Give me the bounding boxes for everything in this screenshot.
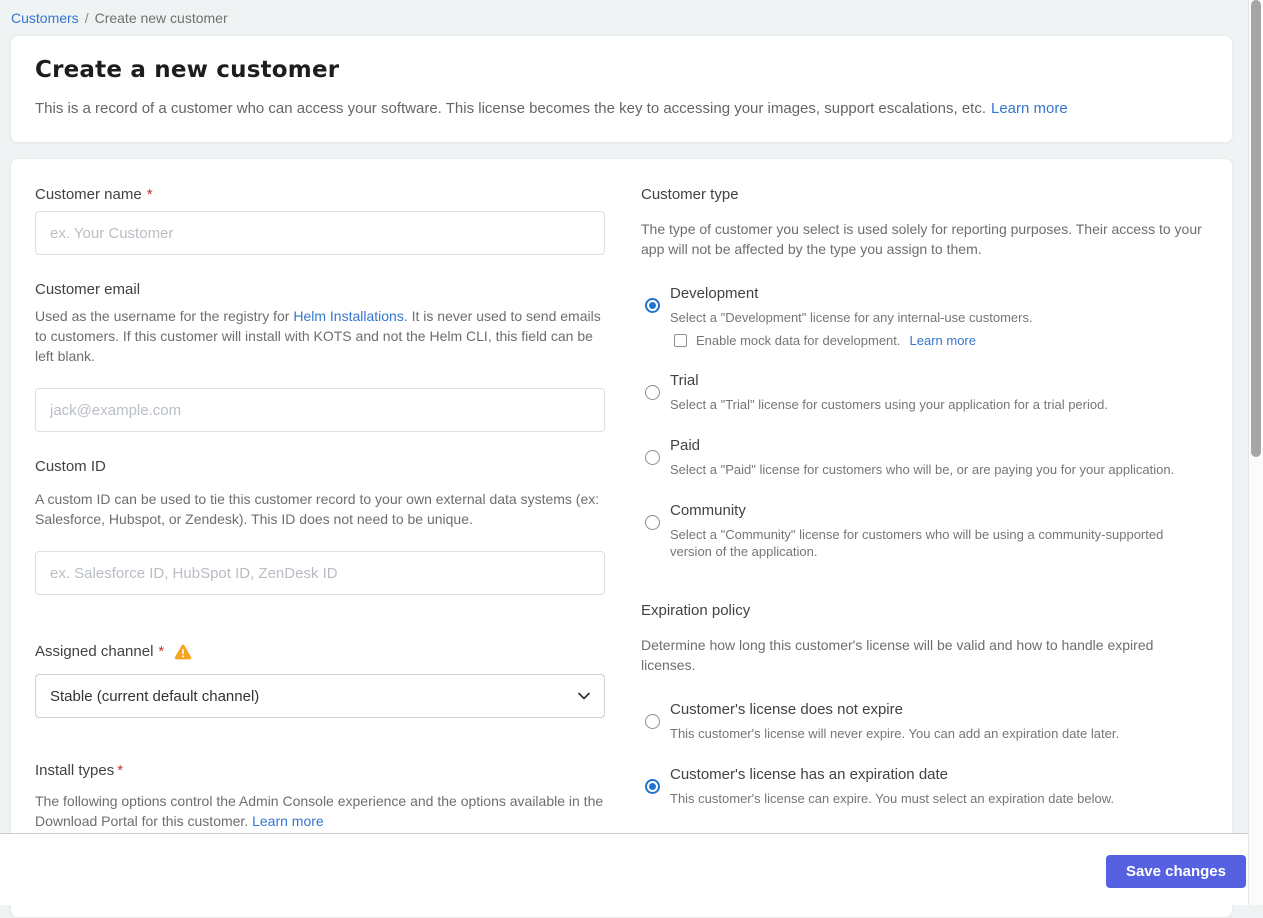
paid-radio[interactable] — [645, 450, 660, 465]
assigned-channel-label — [35, 643, 605, 660]
warning-icon — [174, 644, 192, 660]
breadcrumb — [0, 0, 1263, 26]
expires-option-title: Customer's license has an expiration date — [670, 766, 949, 783]
development-radio[interactable] — [645, 298, 660, 313]
install-types-description — [35, 791, 605, 831]
install-types-learn-more-link[interactable]: Learn more — [252, 813, 324, 829]
development-option-desc: Select a "Development" license for any internal-use customers. — [670, 310, 1033, 325]
breadcrumb-current: Create new customer — [94, 10, 228, 26]
customer-type-label-text: Customer type — [641, 186, 739, 203]
expires-option-desc: This customer's license can expire. You must select an expiration date below. — [670, 791, 1114, 806]
paid-option-body — [670, 437, 1174, 478]
paid-option-title: Paid — [670, 437, 701, 454]
assigned-channel-select[interactable] — [35, 674, 605, 718]
customer-type-option-trial — [641, 372, 1208, 413]
assigned-channel-selected-value: Stable (current default channel) — [50, 687, 260, 705]
custom-id-input[interactable] — [35, 551, 605, 595]
trial-option-desc: Select a "Trial" license for customers using your application for a trial period. — [670, 397, 1108, 412]
expiration-option-has-date — [641, 766, 1208, 807]
never-expires-option-body — [670, 701, 1119, 742]
community-option-body — [670, 502, 1208, 560]
trial-radio[interactable] — [645, 385, 660, 400]
never-expires-option-title: Customer's license does not expire — [670, 701, 903, 718]
customer-name-label-text: Customer name — [35, 186, 142, 203]
trial-option-body — [670, 372, 1108, 413]
expiration-option-never — [641, 701, 1208, 742]
custom-id-label-text: Custom ID — [35, 458, 106, 475]
form-right-column — [641, 186, 1208, 890]
helm-installations-link[interactable]: Helm Installations — [293, 308, 404, 324]
customer-email-label — [35, 281, 605, 298]
customer-form-card — [10, 158, 1233, 918]
install-types-desc-text: The following options control the Admin Console experience and the options available in the Download Portal for this customer. — [35, 793, 604, 829]
development-option-body — [670, 285, 1033, 348]
customer-email-input[interactable] — [35, 388, 605, 432]
page-header-card — [10, 35, 1233, 143]
customer-type-label — [641, 186, 1208, 203]
required-asterisk: * — [117, 762, 124, 779]
license-expires-radio[interactable] — [645, 779, 660, 794]
trial-option-title: Trial — [670, 372, 699, 389]
customer-name-input[interactable] — [35, 211, 605, 255]
community-radio[interactable] — [645, 515, 660, 530]
mock-data-label: Enable mock data for development. — [696, 333, 901, 348]
customer-email-desc-before: Used as the username for the registry for — [35, 308, 294, 324]
breadcrumb-separator: / — [84, 10, 89, 26]
customer-email-description — [35, 306, 605, 366]
community-option-desc: Select a "Community" license for customers who will be using a community-supported version of the application. — [670, 527, 1164, 559]
page-title: Create a new customer — [35, 57, 340, 83]
save-bar — [0, 833, 1263, 905]
expiration-policy-label — [641, 602, 1208, 619]
required-asterisk: * — [146, 186, 153, 203]
scrollbar-track[interactable] — [1248, 0, 1263, 905]
install-types-label-text: Install types — [35, 762, 115, 779]
assigned-channel-label-text: Assigned channel — [35, 643, 154, 660]
save-changes-button[interactable]: Save changes — [1106, 855, 1246, 888]
form-left-column — [35, 186, 605, 890]
mock-data-learn-more-link[interactable]: Learn more — [909, 333, 976, 348]
breadcrumb-customers-link[interactable]: Customers — [11, 10, 79, 26]
install-types-label — [35, 762, 605, 779]
custom-id-description: A custom ID can be used to tie this customer record to your own external data systems (ex: Salesforce, Hubspot, or Zendesk). This ID does not need to be unique. — [35, 491, 600, 527]
paid-option-desc: Select a "Paid" license for customers who will be, or are paying you for your application. — [670, 462, 1175, 477]
customer-type-option-paid — [641, 437, 1208, 478]
header-learn-more-link[interactable]: Learn more — [991, 100, 1068, 117]
customer-name-label — [35, 186, 605, 203]
required-asterisk: * — [158, 643, 165, 660]
customer-type-description: The type of customer you select is used solely for reporting purposes. Their access to your app will not be affected by the type you assign to them. — [641, 221, 1202, 257]
customer-type-option-development — [641, 285, 1208, 348]
mock-data-checkbox[interactable] — [674, 334, 687, 347]
scrollbar-thumb[interactable] — [1251, 0, 1261, 457]
page-description — [35, 99, 1208, 119]
expiration-policy-label-text: Expiration policy — [641, 602, 751, 619]
mock-data-row — [674, 333, 1033, 348]
never-expires-option-desc: This customer's license will never expire. You can add an expiration date later. — [670, 726, 1120, 741]
chevron-down-icon — [578, 692, 590, 700]
custom-id-label — [35, 458, 605, 475]
customer-email-desc-after: . It is never used to send emails to customers. If this customer will install with KOTS and not the Helm CLI, this field can be left blank. — [35, 308, 601, 364]
customer-type-option-community — [641, 502, 1208, 560]
customer-email-label-text: Customer email — [35, 281, 141, 298]
expiration-policy-description: Determine how long this customer's license will be valid and how to handle expired licenses. — [641, 637, 1154, 673]
community-option-title: Community — [670, 502, 746, 519]
development-option-title: Development — [670, 285, 759, 302]
license-never-expires-radio[interactable] — [645, 714, 660, 729]
expires-option-body — [670, 766, 1114, 807]
page-description-text: This is a record of a customer who can access your software. This license becomes the key to accessing your images, support escalations, etc. — [35, 100, 986, 117]
